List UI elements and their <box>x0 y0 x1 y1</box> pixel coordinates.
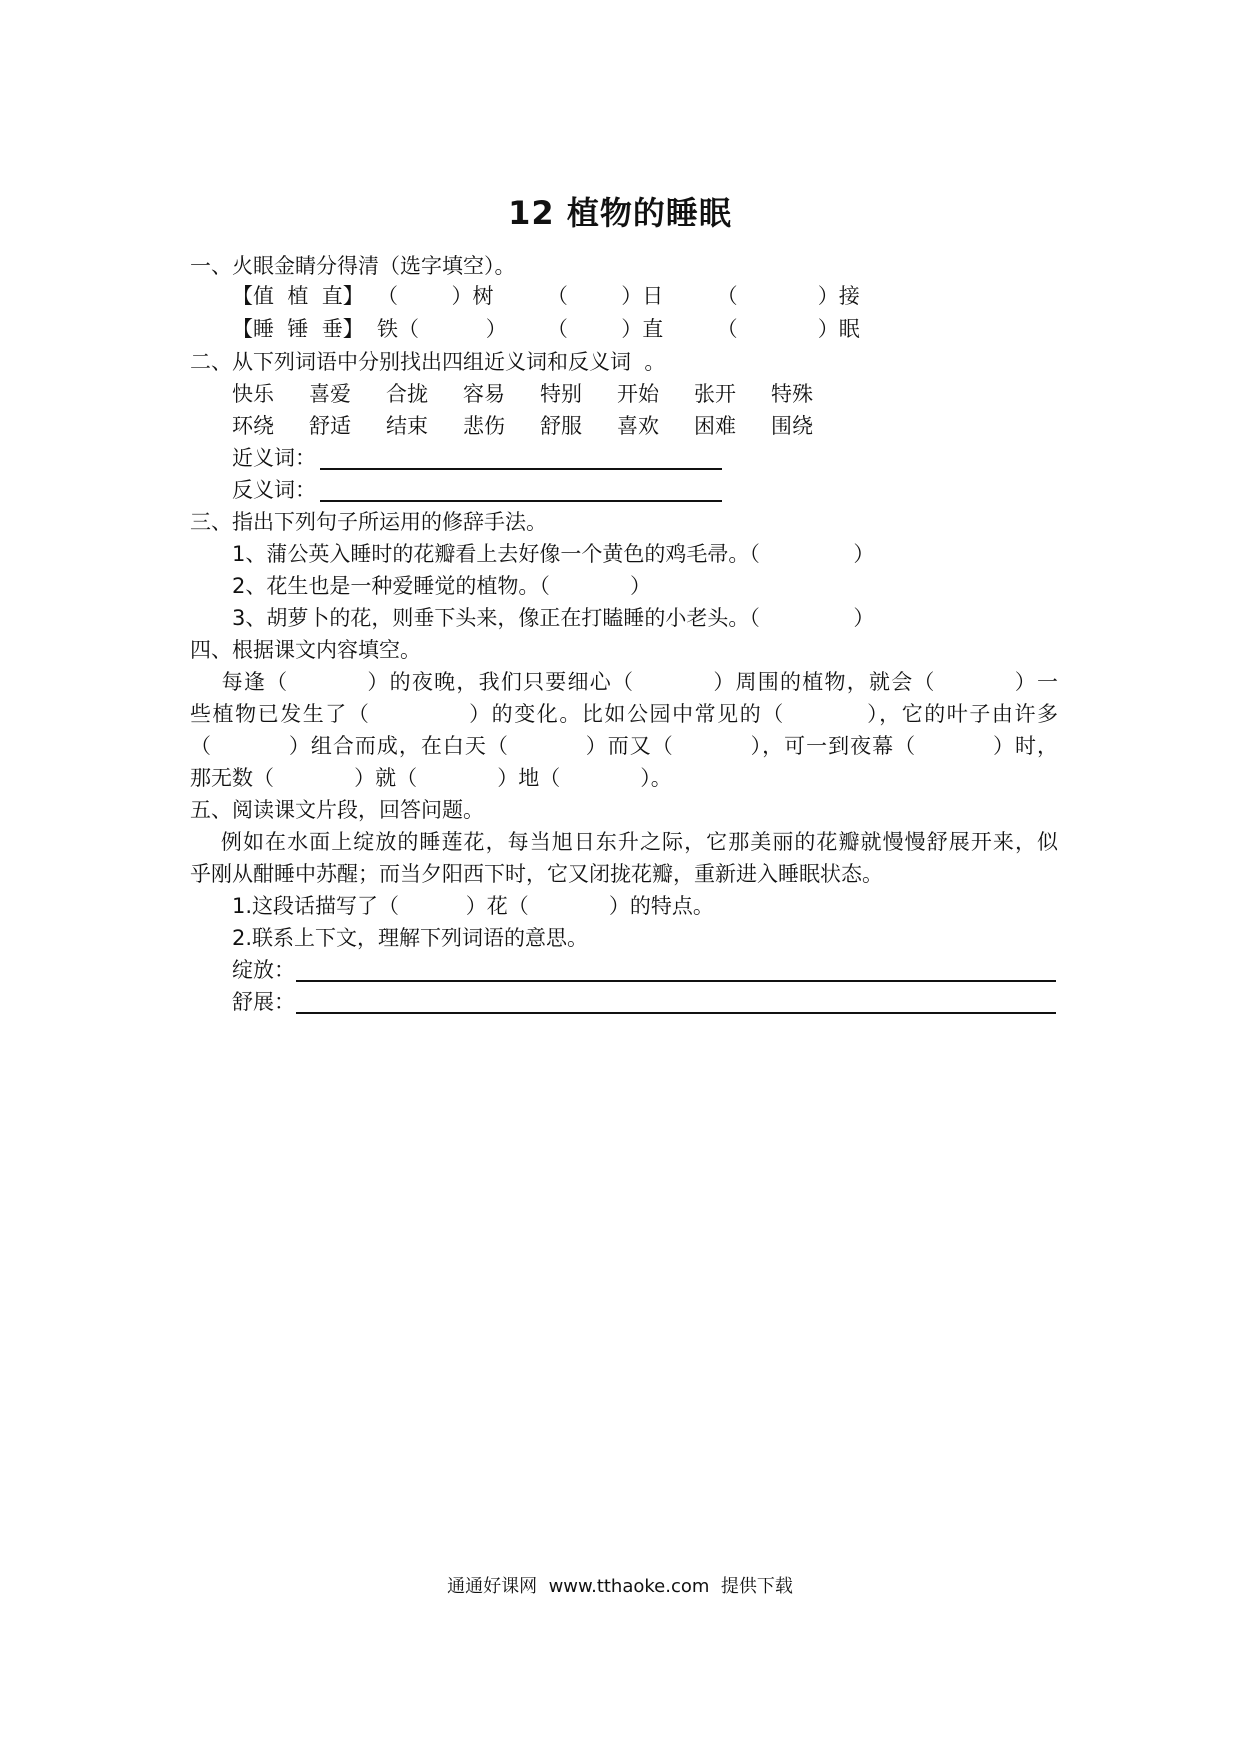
word-item: 喜欢 <box>617 414 659 438</box>
word-item: 特殊 <box>771 382 813 406</box>
rhetoric-item-2: 2、花生也是一种爱睡觉的植物。（ ） <box>232 574 651 598</box>
synonym-answer-line[interactable] <box>320 468 722 470</box>
section5-heading: 五、阅读课文片段，回答问题。 <box>190 798 484 822</box>
word-item: 环绕 <box>232 414 274 438</box>
word-item: 结束 <box>386 414 428 438</box>
term-bloom-label: 绽放： <box>232 958 295 982</box>
term-unfold-label: 舒展： <box>232 990 295 1014</box>
word-item: 合拢 <box>386 382 428 406</box>
synonym-label: 近义词： <box>232 446 316 470</box>
word-item: 舒服 <box>540 414 582 438</box>
section1-row1: 【值 植 直】 （ ）树 （ ）日 （ ）接 <box>232 284 860 308</box>
passage-line-2: 乎刚从酣睡中苏醒；而当夕阳西下时，它又闭拢花瓣，重新进入睡眠状态。 <box>190 862 883 886</box>
word-item: 张开 <box>694 382 736 406</box>
footer-credit: 通通好课网 www.tthaoke.com 提供下载 <box>447 1576 793 1597</box>
antonym-answer-line[interactable] <box>320 500 722 502</box>
page-title: 12 植物的睡眠 <box>508 194 732 232</box>
word-item: 舒适 <box>309 414 351 438</box>
word-item: 围绕 <box>771 414 813 438</box>
fill-line-2: 些植物已发生了（ ）的变化。比如公园中常见的（ ），它的叶子由许多 <box>190 702 1058 726</box>
word-item: 特别 <box>540 382 582 406</box>
word-item: 悲伤 <box>463 414 505 438</box>
word-item: 喜爱 <box>309 382 351 406</box>
section2-heading: 二、从下列词语中分别找出四组近义词和反义词 。 <box>190 350 666 374</box>
passage-line-1: 例如在水面上绽放的睡莲花，每当旭日东升之际，它那美丽的花瓣就慢慢舒展开来，似 <box>190 830 1058 854</box>
section1-row2: 【睡 锤 垂】 铁（ ） （ ）直 （ ）眠 <box>232 317 860 341</box>
rhetoric-item-3: 3、胡萝卜的花，则垂下头来，像正在打瞌睡的小老头。（ ） <box>232 606 875 630</box>
word-item: 困难 <box>694 414 736 438</box>
term-bloom-answer-line[interactable] <box>296 980 1056 982</box>
word-item: 容易 <box>463 382 505 406</box>
fill-line-1: 每逢（ ）的夜晚，我们只要细心（ ）周围的植物，就会（ ）一 <box>190 670 1058 694</box>
word-item: 快乐 <box>232 382 274 406</box>
section3-heading: 三、指出下列句子所运用的修辞手法。 <box>190 510 547 534</box>
section1-heading: 一、火眼金睛分得清（选字填空）。 <box>190 254 516 278</box>
fill-line-4: 那无数（ ）就（ ）地（ ）。 <box>190 766 672 790</box>
section4-heading: 四、根据课文内容填空。 <box>190 638 421 662</box>
fill-line-3: （ ）组合而成，在白天（ ）而又（ ），可一到夜幕（ ）时， <box>190 734 1058 758</box>
question-1: 1.这段话描写了（ ）花（ ）的特点。 <box>232 894 714 918</box>
question-2: 2.联系上下文，理解下列词语的意思。 <box>232 926 589 950</box>
term-unfold-answer-line[interactable] <box>296 1012 1056 1014</box>
word-item: 开始 <box>617 382 659 406</box>
rhetoric-item-1: 1、蒲公英入睡时的花瓣看上去好像一个黄色的鸡毛帚。（ ） <box>232 542 875 566</box>
antonym-label: 反义词： <box>232 478 316 502</box>
